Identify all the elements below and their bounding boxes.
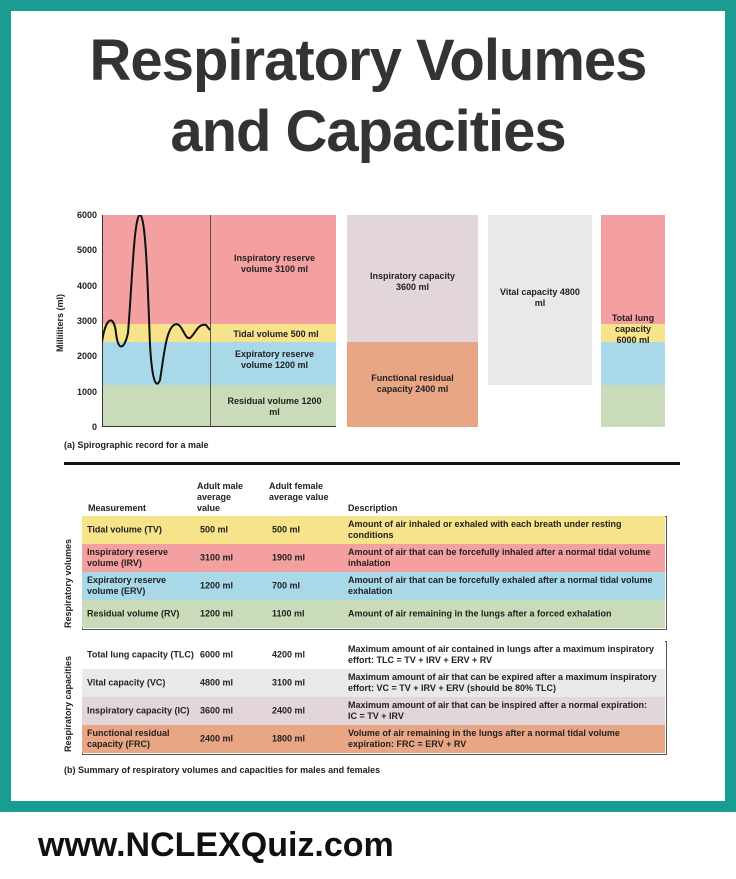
cell-female: 500 ml bbox=[272, 524, 301, 535]
tlc-irv bbox=[601, 215, 665, 324]
vc-bar bbox=[488, 215, 592, 385]
table-row bbox=[82, 572, 665, 600]
header-description: Description bbox=[348, 503, 398, 513]
tlc-rv bbox=[601, 385, 665, 427]
table-caption: (b) Summary of respiratory volumes and capacities for males and females bbox=[64, 765, 381, 775]
table-row bbox=[82, 544, 665, 572]
footer-website: www.NCLEXQuiz.com bbox=[38, 826, 394, 864]
y-axis-label: Milliliters (ml) bbox=[55, 293, 65, 352]
cell-male: 500 ml bbox=[200, 524, 229, 535]
cell-description: Maximum amount of air that can be expired after a maximum inspiratory effort: VC = TV + IRV + ERV (should be 80% TLC) bbox=[348, 672, 657, 693]
table-row bbox=[82, 697, 665, 725]
cell-description: Volume of air remaining in the lungs after a normal tidal volume expiration: FRC = ERV + RV bbox=[348, 728, 620, 749]
cell-female: 2400 ml bbox=[272, 705, 306, 716]
y-tick-label: 6000 bbox=[76, 210, 97, 220]
cell-measurement: Functional residual capacity (FRC) bbox=[87, 728, 170, 749]
y-tick-label: 3000 bbox=[76, 315, 97, 326]
cell-measurement: Inspiratory capacity (IC) bbox=[87, 705, 190, 716]
cell-female: 3100 ml bbox=[272, 677, 306, 688]
table-row bbox=[82, 725, 665, 753]
cell-description: Amount of air that can be forcefully inhaled after a normal tidal volume inhalation bbox=[348, 547, 651, 568]
cell-female: 1100 ml bbox=[272, 608, 305, 619]
cell-male: 2400 ml bbox=[200, 733, 234, 744]
y-tick-label: 2000 bbox=[76, 351, 97, 362]
table-row bbox=[82, 516, 665, 544]
cell-measurement: Residual volume (RV) bbox=[87, 608, 180, 619]
erv-label: Expiratory reserve volume 1200 ml bbox=[234, 349, 315, 370]
cell-measurement: Total lung capacity (TLC) bbox=[87, 649, 194, 660]
y-tick-label: 5000 bbox=[76, 245, 97, 256]
page-title-line2: and Capacities bbox=[170, 99, 566, 164]
cell-male: 1200 ml bbox=[200, 580, 234, 591]
cell-measurement: Vital capacity (VC) bbox=[87, 677, 166, 688]
cell-description: Amount of air inhaled or exhaled with each breath under resting conditions bbox=[348, 519, 622, 540]
ic-frc-bar bbox=[347, 215, 478, 427]
page-title-line1: Respiratory Volumes bbox=[89, 28, 647, 93]
cell-female: 1900 ml bbox=[272, 552, 306, 563]
y-tick-label: 0 bbox=[91, 421, 97, 432]
cell-male: 3100 ml bbox=[200, 552, 234, 563]
tlc-bar bbox=[601, 215, 665, 427]
cell-female: 1800 ml bbox=[272, 733, 306, 744]
cell-male: 1200 ml bbox=[200, 608, 234, 619]
spirogram-chart bbox=[102, 215, 336, 427]
cell-male: 4800 ml bbox=[200, 677, 234, 688]
cell-measurement: Expiratory reserve volume (ERV) bbox=[87, 575, 167, 596]
cell-female: 4200 ml bbox=[272, 649, 306, 660]
tv-label: Tidal volume 500 ml bbox=[233, 329, 319, 339]
cell-description: Amount of air that can be forcefully exhaled after a normal tidal volume exhalation bbox=[348, 575, 653, 596]
tlc-erv bbox=[601, 342, 665, 385]
header-male: Adult male average value bbox=[197, 481, 244, 513]
irv-label: Inspiratory reserve volume 3100 ml bbox=[233, 253, 316, 274]
cell-male: 6000 ml bbox=[200, 649, 234, 660]
cell-measurement: Inspiratory reserve volume (IRV) bbox=[87, 547, 169, 568]
spirogram-trace bbox=[102, 215, 212, 427]
header-measurement: Measurement bbox=[88, 503, 147, 513]
y-tick-label: 1000 bbox=[76, 386, 97, 397]
cell-description: Maximum amount of air that can be inspired after a normal expiration: IC = TV + IRV bbox=[348, 700, 648, 721]
cell-female: 700 ml bbox=[272, 580, 301, 591]
chart-caption: (a) Spirographic record for a male bbox=[64, 440, 209, 450]
cell-description: Maximum amount of air contained in lungs after a maximum inspiratory effort: TLC = TV + IRV + ERV + RV bbox=[348, 644, 655, 665]
volumes-section-label: Respiratory volumes bbox=[63, 538, 73, 628]
table-row bbox=[82, 600, 665, 628]
y-tick-label: 4000 bbox=[76, 280, 97, 291]
cell-male: 3600 ml bbox=[200, 705, 234, 716]
ic-label: Inspiratory capacity 3600 ml bbox=[369, 271, 456, 292]
vc-label: Vital capacity 4800 ml bbox=[500, 287, 580, 308]
header-female: Adult female average value bbox=[269, 481, 329, 502]
table-row bbox=[82, 641, 665, 669]
section-divider bbox=[64, 462, 680, 465]
rv-label: Residual volume 1200 ml bbox=[227, 396, 322, 417]
capacities-section-label: Respiratory capacities bbox=[63, 655, 73, 752]
frc-label: Functional residual capacity 2400 ml bbox=[371, 373, 454, 394]
cell-measurement: Tidal volume (TV) bbox=[87, 524, 162, 535]
cell-description: Amount of air remaining in the lungs after a forced exhalation bbox=[348, 608, 612, 619]
table-row bbox=[82, 669, 665, 697]
tlc-label: Total lung capacity 6000 ml bbox=[611, 313, 655, 345]
